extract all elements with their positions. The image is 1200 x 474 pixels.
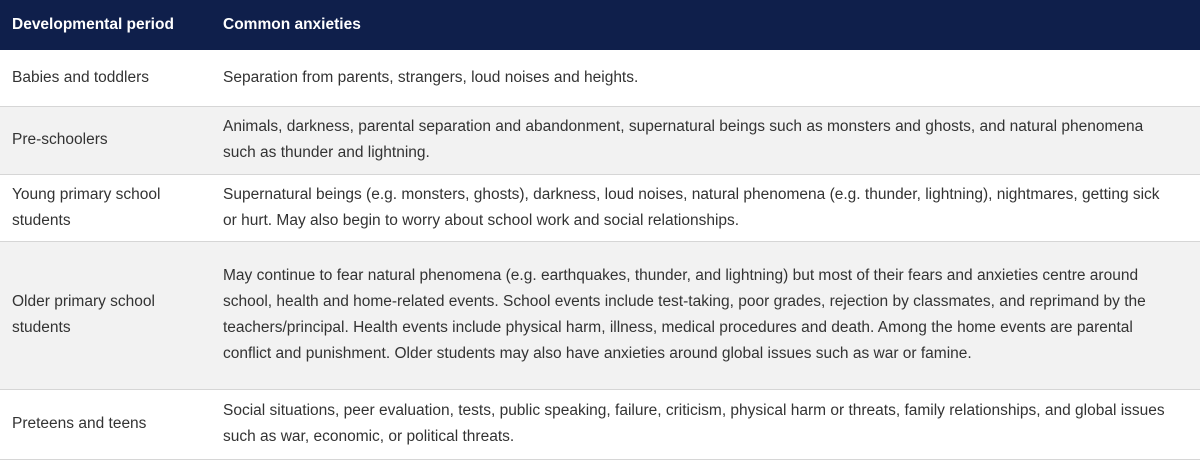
period-cell: Babies and toddlers <box>0 50 211 106</box>
anxieties-cell: Supernatural beings (e.g. monsters, ghosts), darkness, loud noises, natural phenomena (e.g. thunder, lightning), nightmares, getting sick or hurt. May also begin to worry about school work and social relationships. <box>211 174 1200 241</box>
period-cell: Young primary school students <box>0 174 211 241</box>
table-header-row <box>0 0 1200 50</box>
anxieties-cell: Social situations, peer evaluation, tests, public speaking, failure, criticism, physical harm or threats, family relationships, and global issues such as war, economic, or political threats. <box>211 389 1200 459</box>
period-cell: Preteens and teens <box>0 389 211 459</box>
table-row <box>0 389 1200 459</box>
anxieties-cell: Separation from parents, strangers, loud noises and heights. <box>211 50 1200 106</box>
anxieties-cell: May continue to fear natural phenomena (e.g. earthquakes, thunder, and lightning) but most of their fears and anxieties centre around school, health and home-related events. School events include test-taking, poor grades, rejection by classmates, and reprimand by the teachers/principal. Health events include physical harm, illness, medical procedures and death. Among the home events are parental conflict and punishment. Older students may also have anxieties around global issues such as war or famine. <box>211 241 1200 389</box>
period-cell: Pre-schoolers <box>0 106 211 174</box>
period-cell: Older primary school students <box>0 241 211 389</box>
column-header-developmental-period: Developmental period <box>12 16 174 33</box>
table-row <box>0 174 1200 241</box>
column-header-common-anxieties: Common anxieties <box>223 16 361 33</box>
table-row <box>0 241 1200 389</box>
table-row <box>0 50 1200 106</box>
anxieties-cell: Animals, darkness, parental separation and abandonment, supernatural beings such as monsters and ghosts, and natural phenomena such as thunder and lightning. <box>211 106 1200 174</box>
table-row <box>0 106 1200 174</box>
